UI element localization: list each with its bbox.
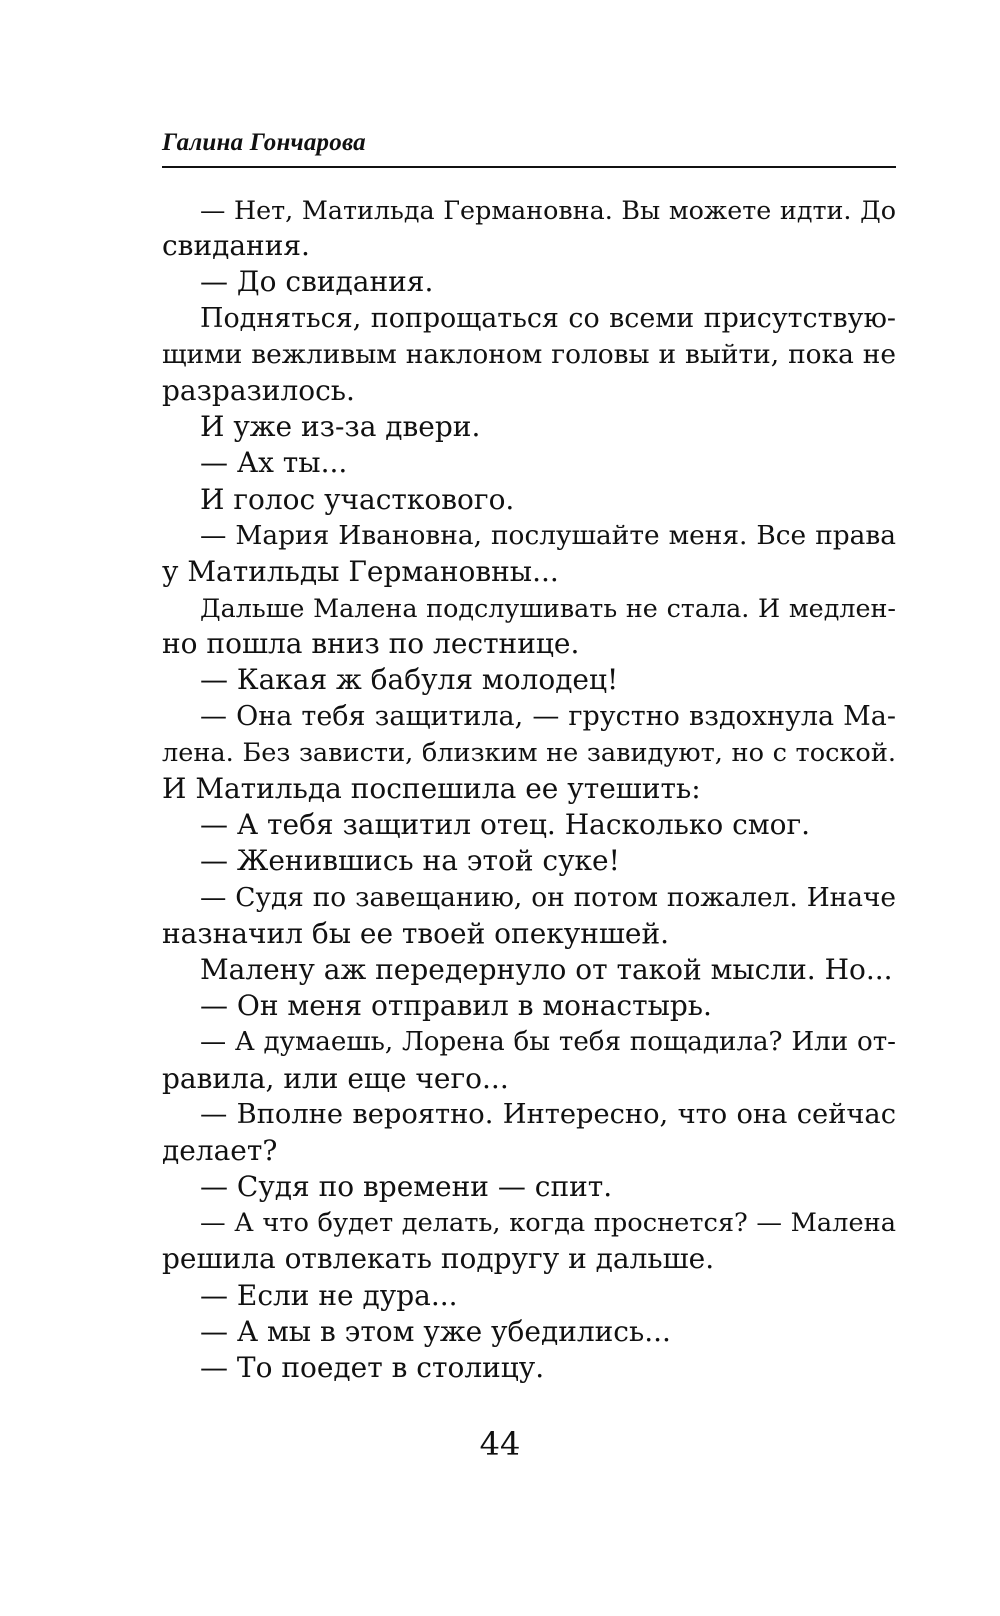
text-line: — До свидания. [200, 265, 434, 299]
text-line: — Ах ты... [200, 446, 348, 480]
text-line: И уже из-за двери. [200, 410, 481, 444]
text-line: И Матильда поспешила ее утешить: [162, 772, 701, 805]
author-name: Галина Гончарова [162, 129, 366, 156]
text-line: — Нет, Матильда Германовна. Вы можете идти. До [200, 195, 896, 225]
text-line: — Если не дура... [200, 1278, 458, 1312]
text-line: — Мария Ивановна, послушайте меня. Все права [200, 519, 896, 551]
text-line: — А мы в этом уже убедились... [200, 1314, 671, 1348]
text-line: решила отвлекать подругу и дальше. [162, 1242, 715, 1276]
text-line: — Какая ж бабуля молодец! [200, 663, 619, 697]
body-text [162, 192, 896, 1386]
text-line: — Вполне вероятно. Интересно, что она сейчас [200, 1098, 896, 1130]
text-line: назначил бы ее твоей опекуншей. [162, 916, 670, 950]
text-line: равила, или еще чего... [162, 1061, 509, 1095]
text-line: — А думаешь, Лорена бы тебя пощадила? Или от- [200, 1027, 896, 1058]
text-line: Подняться, попрощаться со всеми присутствую- [200, 302, 896, 334]
text-line: — Она тебя защитила, — грустно вздохнула Ма- [200, 700, 896, 732]
text-line: И голос участкового. [200, 482, 515, 516]
text-line: разразилось. [162, 373, 355, 407]
text-line: делает? [162, 1133, 278, 1167]
text-line: у Матильды Германовны... [162, 554, 559, 588]
text-line: свидания. [162, 229, 310, 263]
text-line: но пошла вниз по лестнице. [162, 627, 580, 661]
running-header [162, 128, 896, 168]
text-line: — То поедет в столицу. [200, 1351, 545, 1384]
text-line: — Судя по завещанию, он потом пожалел. Иначе [200, 882, 896, 913]
text-line: лена. Без зависти, близким не завидуют, но с тоской. [162, 737, 896, 768]
text-line: — А что будет делать, когда проснется? — Малена [200, 1208, 896, 1239]
text-line: Дальше Малена подслушивать не стала. И медлен- [200, 593, 896, 624]
page-number: 44 [479, 1425, 521, 1463]
text-line: щими вежливым наклоном головы и выйти, пока не [162, 338, 896, 370]
text-line: — Женившись на этой суке! [200, 844, 620, 878]
text-line: Малену аж передернуло от такой мысли. Но... [200, 952, 893, 986]
text-line: — Он меня отправил в монастырь. [200, 989, 712, 1023]
text-line: — Судя по времени — спит. [200, 1170, 613, 1204]
text-line: — А тебя защитил отец. Насколько смог. [200, 808, 811, 842]
